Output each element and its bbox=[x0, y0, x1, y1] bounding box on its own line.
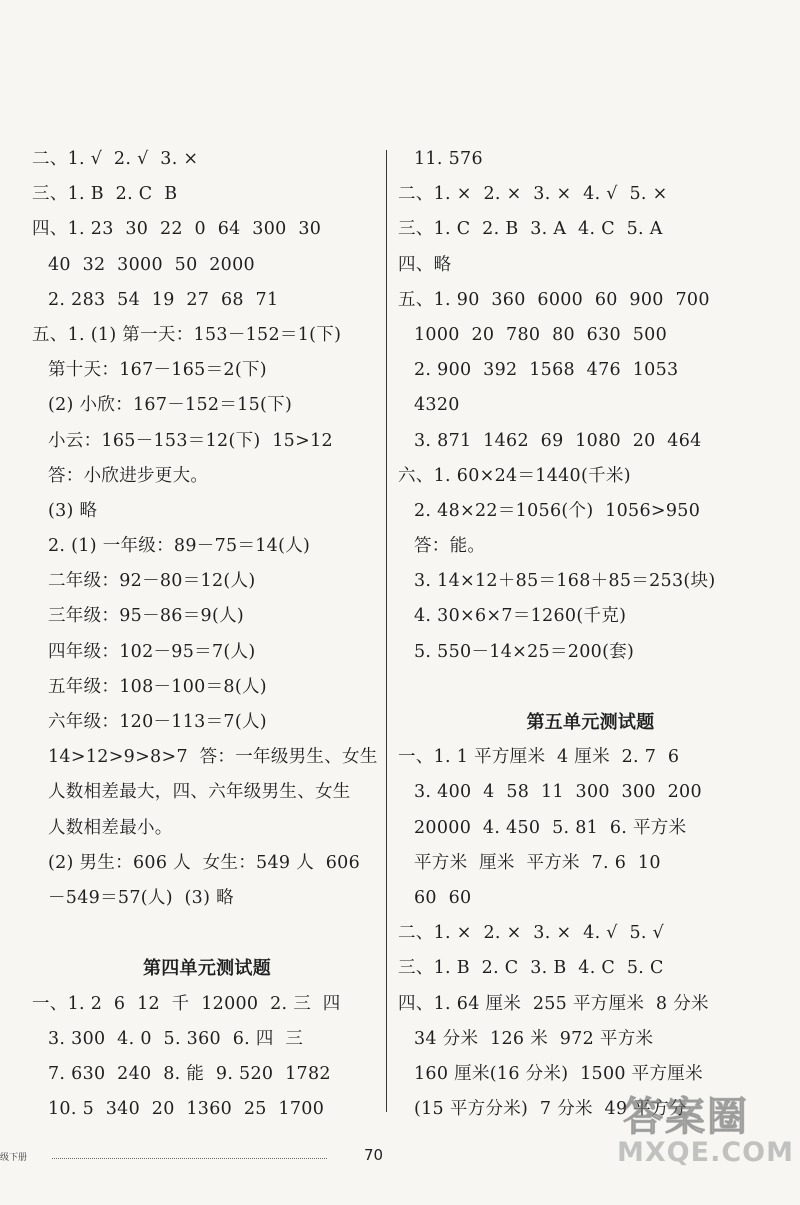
left-answer-line: 14>12>9>8>7 答：一年级男生、女生 bbox=[48, 747, 378, 768]
left-answer-line: 一、1. 2 6 12 千 12000 2. 三 四 bbox=[32, 993, 341, 1014]
left-answer-line: 五年级：108－100＝8(人) bbox=[48, 676, 267, 697]
right-answer-line: 二、1. × 2. × 3. × 4. √ 5. × bbox=[398, 184, 668, 205]
left-answer-line: －549＝57(人) (3) 略 bbox=[48, 887, 234, 908]
right-answer-line: 2. 48×22＝1056(个) 1056>950 bbox=[414, 500, 701, 521]
left-answer-line: 二年级：92－80＝12(人) bbox=[48, 571, 256, 592]
right-column bbox=[398, 142, 783, 1127]
left-answer-line: 三、1. B 2. C B bbox=[32, 184, 178, 205]
left-answer-line: (3) 略 bbox=[48, 500, 98, 521]
right-answer-line: 一、1. 1 平方厘米 4 厘米 2. 7 6 bbox=[398, 747, 680, 768]
left-answer-line: 3. 300 4. 0 5. 360 6. 四 三 bbox=[48, 1028, 304, 1049]
right-answer-line: 五、1. 90 360 6000 60 900 700 bbox=[398, 289, 710, 310]
column-divider bbox=[386, 150, 387, 1112]
left-answer-line: 小云：165－153＝12(下) 15>12 bbox=[48, 430, 333, 451]
left-answer-line: 第十天：167－165＝2(下) bbox=[48, 360, 267, 381]
right-answer-line: 20000 4. 450 5. 81 6. 平方米 bbox=[414, 817, 687, 838]
left-column bbox=[32, 142, 382, 1127]
right-answer-line: 2. 900 392 1568 476 1053 bbox=[414, 360, 679, 381]
left-section-heading: 第四单元测试题 bbox=[142, 958, 272, 980]
right-answer-line bbox=[398, 670, 783, 705]
left-answer-line: 六年级：120－113＝7(人) bbox=[48, 712, 267, 732]
right-answer-line: 答：能。 bbox=[414, 536, 486, 557]
left-answer-line: 四年级：102－95＝7(人) bbox=[48, 641, 256, 662]
left-answer-line: 人数相差最大，四、六年级男生、女生 bbox=[48, 782, 351, 803]
left-answer-line: 40 32 3000 50 2000 bbox=[48, 254, 255, 275]
right-answer-line: 60 60 bbox=[414, 887, 472, 908]
right-answer-line: 二、1. × 2. × 3. × 4. √ 5. √ bbox=[398, 923, 665, 944]
left-answer-line bbox=[32, 916, 382, 951]
right-answer-line: 4320 bbox=[414, 395, 460, 416]
right-section-heading: 第五单元测试题 bbox=[526, 712, 655, 733]
left-answer-line: 7. 630 240 8. 能 9. 520 1782 bbox=[48, 1063, 331, 1084]
left-answer-line: 三年级：95－86＝9(人) bbox=[48, 606, 245, 627]
left-answer-line: 2. 283 54 19 27 68 71 bbox=[48, 289, 279, 310]
right-answer-line: 4. 30×6×7＝1260(千克) bbox=[414, 606, 627, 627]
right-answer-line: 160 厘米(16 分米) 1500 平方厘米 bbox=[414, 1063, 703, 1084]
right-answer-line: 三、1. B 2. C 3. B 4. C 5. C bbox=[398, 958, 664, 979]
right-answer-line: 3. 871 1462 69 1080 20 464 bbox=[414, 430, 702, 451]
right-answer-line: (15 平方分米) 7 分米 49 平方分 bbox=[414, 1099, 687, 1120]
right-answer-line: 1000 20 780 80 630 500 bbox=[414, 324, 668, 345]
right-answer-line: 四、1. 64 厘米 255 平方厘米 8 分米 bbox=[398, 993, 709, 1014]
left-answer-line: 10. 5 340 20 1360 25 1700 bbox=[48, 1099, 325, 1120]
left-answer-line: 五、1. (1) 第一天：153－152＝1(下) bbox=[32, 324, 342, 345]
left-answer-line: 人数相差最小。 bbox=[48, 817, 173, 838]
left-answer-line: 2. (1) 一年级：89－75＝14(人) bbox=[48, 536, 311, 557]
left-answer-line: (2) 男生：606 人 女生：549 人 606 bbox=[48, 852, 361, 873]
left-answer-line: 答：小欣进步更大。 bbox=[48, 465, 209, 486]
watermark bbox=[613, 1085, 794, 1175]
right-answer-line: 平方米 厘米 平方米 7. 6 10 bbox=[414, 852, 661, 873]
right-answer-line: 三、1. C 2. B 3. A 4. C 5. A bbox=[398, 219, 663, 240]
right-answer-line: 5. 550－14×25＝200(套) bbox=[414, 641, 635, 662]
page-number: 70 bbox=[364, 1146, 384, 1164]
left-answer-line: 二、1. √ 2. √ 3. × bbox=[32, 149, 199, 169]
watermark-site: MXQE.COM bbox=[617, 1137, 794, 1168]
footer-book-label: 级下册 bbox=[0, 1153, 28, 1163]
right-answer-line: 11. 576 bbox=[414, 149, 483, 169]
right-answer-line: 3. 14×12＋85＝168＋85＝253(块) bbox=[414, 571, 716, 592]
left-answer-line: 四、1. 23 30 22 0 64 300 30 bbox=[32, 219, 322, 240]
right-answer-line: 3. 400 4 58 11 300 300 200 bbox=[414, 782, 702, 803]
right-answer-line: 六、1. 60×24＝1440(千米) bbox=[398, 465, 631, 486]
left-answer-line: (2) 小欣：167－152＝15(下) bbox=[48, 395, 293, 416]
right-answer-line: 34 分米 126 米 972 平方米 bbox=[414, 1028, 654, 1049]
right-answer-line: 四、略 bbox=[398, 254, 452, 275]
footer-dotted-rule bbox=[52, 1158, 327, 1159]
watermark-logo-text: 答案圈 bbox=[623, 1094, 749, 1140]
